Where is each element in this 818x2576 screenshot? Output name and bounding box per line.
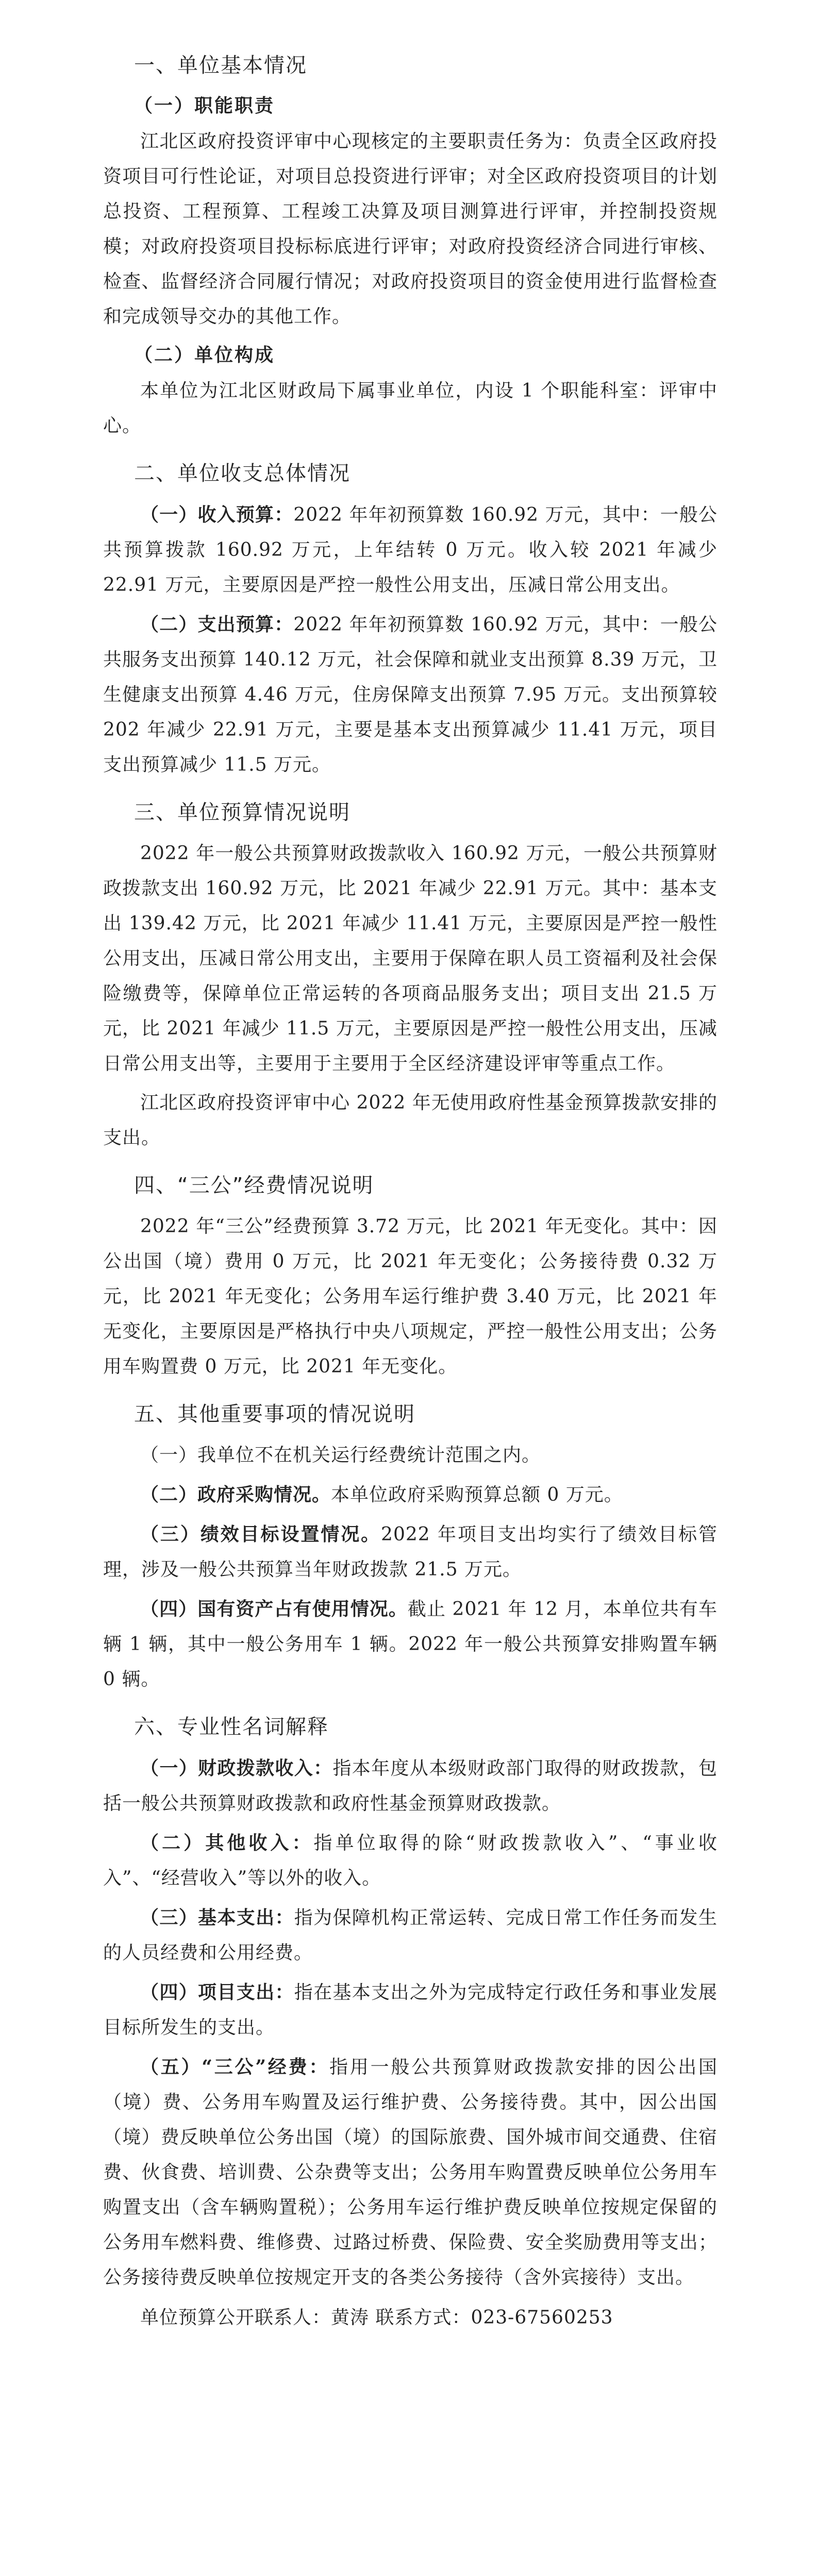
paragraph-lead: （三）绩效目标设置情况。 bbox=[140, 1523, 381, 1545]
paragraph-expense-budget bbox=[103, 607, 717, 783]
paragraph-three-public: 2022 年“三公”经费预算 3.72 万元，比 2021 年无变化。其中：因公出国（境）费用 0 万元，比 2021 年无变化；公务接待费 0.32 万元，比 2021 年无变化；公务用车运行维护费 3.40 万元，比 2021 年无变化，主要原因是严格执行中央八项规定，严控一般性公用支出；公务用车购置费 0 万元，比 2021 年无变化。 bbox=[103, 1216, 717, 1377]
paragraph-lead: （四）国有资产占有使用情况。 bbox=[140, 1598, 408, 1620]
paragraph-lead: （二）其他收入： bbox=[140, 1832, 314, 1854]
paragraph-lead: （二）支出预算： bbox=[140, 614, 294, 635]
paragraph-lead: （一）财政拨款收入： bbox=[140, 1757, 333, 1779]
section-heading-income-expense: 二、单位收支总体情况 bbox=[134, 462, 350, 485]
paragraph-procurement bbox=[103, 1477, 717, 1513]
paragraph-text: 指单位取得的除“财政拨款收入”、“事业收入”、“经营收入”等以外的收入。 bbox=[103, 1833, 717, 1889]
paragraph-text: 截止 2021 年 12 月，本单位共有车辆 1 辆，其中一般公务用车 1 辆。2022 年一般公共预算安排购置车辆 0 辆。 bbox=[103, 1599, 717, 1690]
paragraph-lead: （三）基本支出： bbox=[140, 1907, 294, 1928]
paragraph-text: 指为保障机构正常运转、完成日常工作任务而发生的人员经费和公用经费。 bbox=[103, 1907, 717, 1963]
paragraph-performance bbox=[103, 1517, 717, 1587]
paragraph-text: 本单位政府采购预算总额 0 万元。 bbox=[331, 1484, 623, 1505]
paragraph-general-budget: 2022 年一般公共预算财政拨款收入 160.92 万元，一般公共预算财政拨款支出 160.92 万元，比 2021 年减少 22.91 万元。其中：基本支出 139.42 万元，比 2021 年减少 11.41 万元，主要原因是严控一般性公用支出，压减日常公用支出，主要用于保障在职人员工资福利及社会保险缴费等，保障单位正常运转的各项商品服务支出；项目支出 21.5 万元，比 2021 年减少 11.5 万元，主要原因是严控一般性公用支出，压减日常公用支出等，主要用于主要用于全区经济建设评审等重点工作。 bbox=[103, 843, 717, 1074]
paragraph-glossary-three-public bbox=[103, 2049, 717, 2295]
paragraph-glossary-fiscal-income bbox=[103, 1751, 717, 1821]
paragraph-glossary-basic-expense bbox=[103, 1900, 717, 1971]
paragraph-lead: （一）收入预算： bbox=[140, 504, 294, 526]
paragraph-text: 2022 年项目支出均实行了绩效目标管理，涉及一般公共预算当年财政拨款 21.5 万元。 bbox=[103, 1524, 717, 1580]
section-heading-basic-info: 一、单位基本情况 bbox=[134, 54, 307, 77]
paragraph-text: 指本年度从本级财政部门取得的财政拨款，包括一般公共预算财政拨款和政府性基金预算财政拨款。 bbox=[103, 1758, 717, 1814]
section-heading-glossary: 六、专业性名词解释 bbox=[134, 1715, 329, 1739]
paragraph-operating-funds: （一）我单位不在机关运行经费统计范围之内。 bbox=[140, 1445, 541, 1466]
paragraph-duties: 江北区政府投资评审中心现核定的主要职责任务为：负责全区政府投资项目可行性论证，对项目总投资进行评审；对全区政府投资项目的计划总投资、工程预算、工程竣工决算及项目测算进行评审，并控制投资规模；对政府投资项目投标标底进行评审；对政府投资经济合同进行审核、检查、监督经济合同履行情况；对政府投资项目的资金使用进行监督检查和完成领导交办的其他工作。 bbox=[103, 131, 717, 327]
paragraph-text: 指用一般公共预算财政拨款安排的因公出国（境）费、公务用车购置及运行维护费、公务接待费。其中，因公出国（境）费反映单位公务出国（境）的国际旅费、国外城市间交通费、住宿费、伙食费、培训费、公杂费等支出；公务用车购置费反映单位公务用车购置支出（含车辆购置税）；公务用车运行维护费反映单位按规定保留的公务用车燃料费、维修费、过路过桥费、保险费、安全奖励费用等支出；公务接待费反映单位按规定开支的各类公务接待（含外宾接待）支出。 bbox=[103, 2057, 717, 2288]
paragraph-lead: （二）政府采购情况。 bbox=[140, 1484, 331, 1505]
paragraph-assets bbox=[103, 1591, 717, 1697]
sub-heading-composition: （二）单位构成 bbox=[134, 344, 275, 366]
paragraph-composition: 本单位为江北区财政局下属事业单位，内设 1 个职能科室：评审中心。 bbox=[103, 380, 717, 436]
paragraph-lead: （五）“三公”经费： bbox=[140, 2056, 330, 2078]
sub-heading-duties: （一）职能职责 bbox=[134, 95, 275, 116]
paragraph-income-budget bbox=[103, 497, 717, 603]
section-heading-budget-explanation: 三、单位预算情况说明 bbox=[134, 801, 350, 824]
paragraph-text: 2022 年年初预算数 160.92 万元，其中：一般公共服务支出预算 140.12 万元，社会保障和就业支出预算 8.39 万元，卫生健康支出预算 4.46 万元，住房保障支出预算 7.95 万元。支出预算较 202 年减少 22.91 万元，主要是基本支出预算减少 11.41 万元，项目支出预算减少 11.5 万元。 bbox=[103, 614, 717, 775]
paragraph-fund-budget: 江北区政府投资评审中心 2022 年无使用政府性基金预算拨款安排的支出。 bbox=[103, 1092, 717, 1148]
paragraph-glossary-project-expense bbox=[103, 1975, 717, 2045]
section-heading-other-matters: 五、其他重要事项的情况说明 bbox=[134, 1402, 415, 1426]
section-heading-three-public: 四、“三公”经费情况说明 bbox=[134, 1174, 374, 1197]
paragraph-text: 2022 年年初预算数 160.92 万元，其中：一般公共预算拨款 160.92 万元，上年结转 0 万元。收入较 2021 年减少 22.91 万元，主要原因是严控一般性公用支出，压减日常公用支出。 bbox=[103, 504, 717, 596]
paragraph-text: 指在基本支出之外为完成特定行政任务和事业发展目标所发生的支出。 bbox=[103, 1982, 717, 2038]
paragraph-glossary-other-income bbox=[103, 1825, 717, 1896]
paragraph-lead: （四）项目支出： bbox=[140, 1981, 294, 2003]
contact-line: 单位预算公开联系人：黄涛 联系方式：023-67560253 bbox=[140, 2307, 613, 2328]
